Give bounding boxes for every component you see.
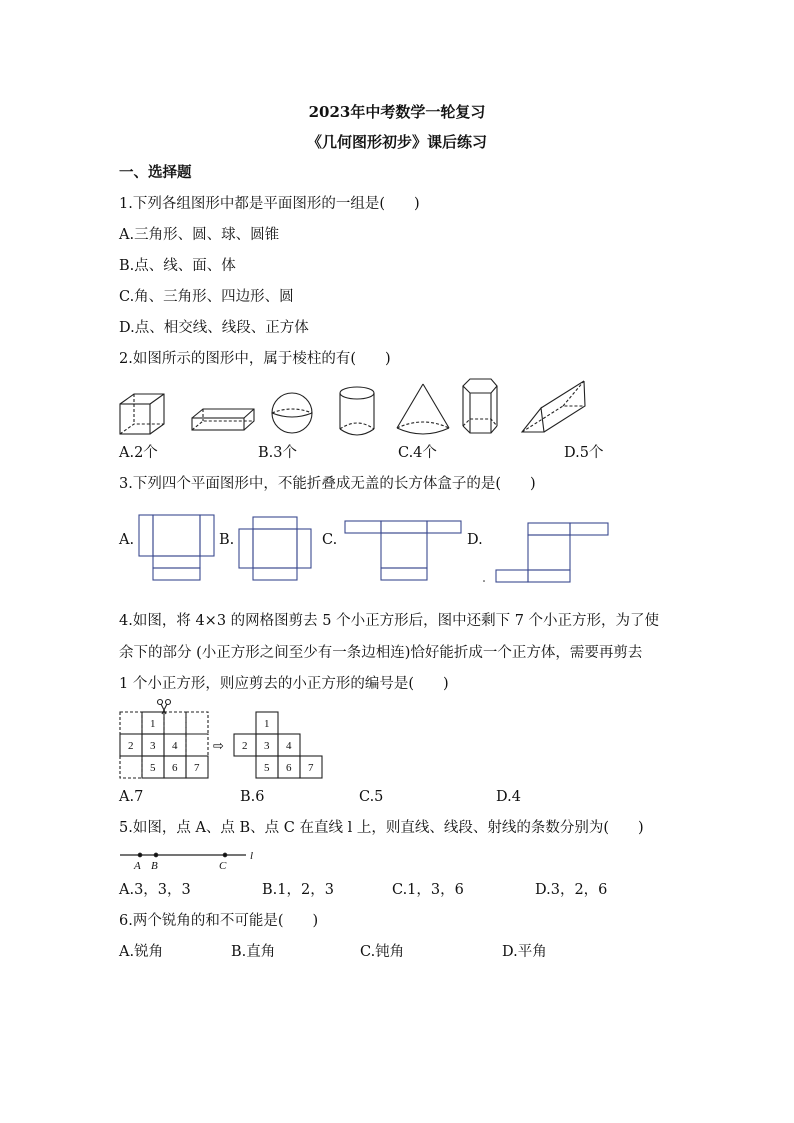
grid-left-number-1: 1 — [150, 718, 156, 730]
q5-option-a: A.3，3，3 — [119, 882, 191, 898]
q4-line-2: 余下的部分 (小正方形之间至少有一条边相连)恰好能折成一个正方体，需要再剪去 — [119, 645, 643, 661]
page-subtitle: 《几何图形初步》课后练习 — [306, 133, 487, 151]
q3-stem: 3.下列四个平面图形中，不能折叠成无盖的长方体盒子的是( ) — [119, 476, 536, 492]
q3-label-a: A. — [119, 532, 135, 548]
q4-line-3: 1 个小正方形，则应剪去的小正方形的编号是( ) — [119, 676, 449, 692]
page-title: 2023年中考数学一轮复习 — [308, 103, 486, 121]
grid-left-number-7: 7 — [194, 762, 200, 774]
q6-option-c: C.钝角 — [360, 944, 405, 960]
grid-left-number-3: 3 — [150, 740, 156, 752]
q4-option-a: A.7 — [119, 789, 144, 805]
q4-line-1: 4.如图，将 4×3 的网格图剪去 5 个小正方形后，图中还剩下 7 个小正方形，为了使 — [119, 613, 660, 629]
q1-stem: 1.下列各组图形中都是平面图形的一组是( ) — [119, 196, 420, 212]
q3-label-d: D. — [467, 532, 483, 548]
grid-left-number-2: 2 — [128, 740, 134, 752]
point-c-label: C — [219, 860, 227, 872]
q1-option-c: C.角、三角形、四边形、圆 — [119, 289, 294, 305]
grid-right-number-1: 1 — [264, 718, 270, 730]
grid-right-number-5: 5 — [264, 762, 270, 774]
q5-option-c: C.1，3，6 — [392, 882, 464, 898]
q6-option-a: A.锐角 — [119, 944, 164, 960]
q2-option-b: B.3个 — [258, 445, 297, 461]
q3-label-c: C. — [322, 532, 338, 548]
grid-left-number-5: 5 — [150, 762, 156, 774]
q5-stem: 5.如图，点 A、点 B、点 C 在直线 l 上，则直线、线段、射线的条数分别为( ) — [119, 820, 644, 836]
q6-option-b: B.直角 — [231, 944, 276, 960]
grid-right-number-2: 2 — [242, 740, 248, 752]
grid-right-number-6: 6 — [286, 762, 292, 774]
grid-right-number-4: 4 — [286, 740, 292, 752]
grid-right-number-3: 3 — [264, 740, 270, 752]
q1-option-d: D.点、相交线、线段、正方体 — [119, 320, 309, 336]
q1-option-a: A.三角形、圆、球、圆锥 — [119, 227, 280, 243]
q1-option-b: B.点、线、面、体 — [119, 258, 236, 274]
grid-left-number-4: 4 — [172, 740, 178, 752]
arrow-icon: ⇨ — [213, 739, 224, 754]
grid-right-number-7: 7 — [308, 762, 314, 774]
q2-option-c: C.4个 — [398, 445, 437, 461]
q2-stem: 2.如图所示的图形中，属于棱柱的有( ) — [119, 351, 391, 367]
q5-option-d: D.3，2，6 — [535, 882, 608, 898]
grid-left-number-6: 6 — [172, 762, 178, 774]
point-a-label: A — [134, 860, 141, 872]
q2-option-d: D.5个 — [564, 445, 604, 461]
q3-label-b: B. — [219, 532, 235, 548]
section-heading: 一、选择题 — [119, 164, 192, 181]
q6-stem: 6.两个锐角的和不可能是( ) — [119, 913, 319, 929]
q5-option-b: B.1，2，3 — [262, 882, 334, 898]
q2-option-a: A.2个 — [119, 445, 158, 461]
q4-option-b: B.6 — [240, 789, 265, 805]
q6-option-d: D.平角 — [502, 944, 547, 960]
point-b-label: B — [151, 860, 158, 872]
line-l-label: l — [250, 850, 254, 862]
q4-option-c: C.5 — [359, 789, 384, 805]
q4-option-d: D.4 — [496, 789, 521, 805]
